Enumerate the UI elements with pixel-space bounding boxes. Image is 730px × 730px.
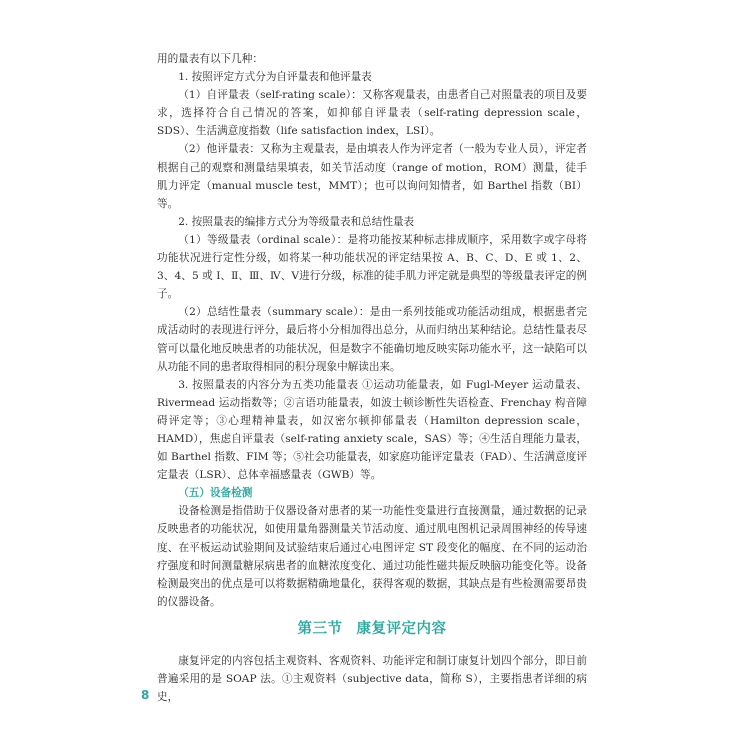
paragraph-self-rating-scale: （1）自评量表（self-rating scale）：又称客观量表，由患者自己对照量表的项目及要求，选择符合自己情况的答案，如抑郁自评量表（self-rating depression scale，SDS）、生活满意度指数（life satisfaction index，LSI）。: [157, 89, 587, 138]
paragraph-intro: 用的量表有以下几种：: [157, 53, 263, 65]
page-body: [157, 50, 587, 706]
paragraph-ordinal-scale: （1）等级量表（ordinal scale）：是将功能按某种标志排成顺序，采用数字或字母将功能状况进行定性分级，如将某一种功能状况的评定结果按 A、B、C、D、E 或 1、2、3、4、5 或 Ⅰ、Ⅱ、Ⅲ、Ⅳ、Ⅴ进行分级，标准的徒手肌力评定就是典型的等级量表评定的例子。: [157, 233, 587, 301]
subsection-heading: （五）设备检测: [178, 487, 253, 500]
section-name: 康复评定内容: [356, 620, 447, 637]
paragraph-observer-rating-scale: （2）他评量表：又称为主观量表，是由填表人作为评定者（一般为专业人员），评定者根据自己的观察和测量结果填表，如关节活动度（range of motion，ROM）测量，徒手肌力评定（manual muscle test，MMT）；也可以询问知情者，如 Barthel 指数（BI）等。: [157, 143, 587, 210]
item-1-heading: 1. 按照评定方式分为自评量表和他评量表: [178, 71, 372, 84]
paragraph-summary-scale: （2）总结性量表（summary scale）：是由一系列技能或功能活动组成，根据患者完成活动时的表现进行评分，最后将小分相加得出总分，从而归纳出某种结论。总结性量表尽管可以量化地反映患者的功能状况，但是数字不能确切地反映实际功能水平，这一缺陷可以从功能不同的患者取得相同的积分现象中解读出来。: [157, 306, 587, 373]
section-title: [157, 620, 587, 638]
item-3-paragraph: 3. 按照量表的内容分为五类功能量表 ①运动功能量表，如 Fugl-Meyer 运动量表、Rivermead 运动指数等；②言语功能量表，如波士顿诊断性失语检查、Frenchay 构音障碍评定等；③心理精神量表，如汉密尔顿抑郁量表（Hamilton depression scale，HAMD），焦虑自评量表（self-rating anxiety scale，SAS）等；④生活自理能力量表，如 Barthel 指数、FIM 等；⑤社会功能量表，如家庭功能评定量表（FAD）、生活满意度评定量表（LSR）、总体幸福感量表（GWB）等。: [157, 378, 587, 482]
paragraph-device-testing: 设备检测是指借助于仪器设备对患者的某一功能性变量进行直接测量，通过数据的记录反映患者的功能状况，如使用量角器测量关节活动度、通过肌电图机记录周围神经的传导速度、在平板运动试验期间及试验结束后通过心电图评定 ST 段变化的幅度、在不同的运动治疗强度和时间测量糖尿病患者的血糖浓度变化、通过功能性磁共振反映脑功能变化等。设备检测最突出的优点是可以将数据精确地量化，获得客观的数据，其缺点是有些检测需要昂贵的仪器设备。: [157, 505, 587, 608]
page-number: 8: [141, 688, 150, 702]
paragraph-assessment-content: 康复评定的内容包括主观资料、客观资料、功能评定和制订康复计划四个部分，即目前普遍采用的是 SOAP 法。①主观资料（subjective data，简称 S），主要指患者详细的病史，: [157, 655, 587, 704]
section-number: 第三节: [297, 620, 343, 637]
item-2-heading: 2. 按照量表的编排方式分为等级量表和总结性量表: [178, 215, 415, 228]
